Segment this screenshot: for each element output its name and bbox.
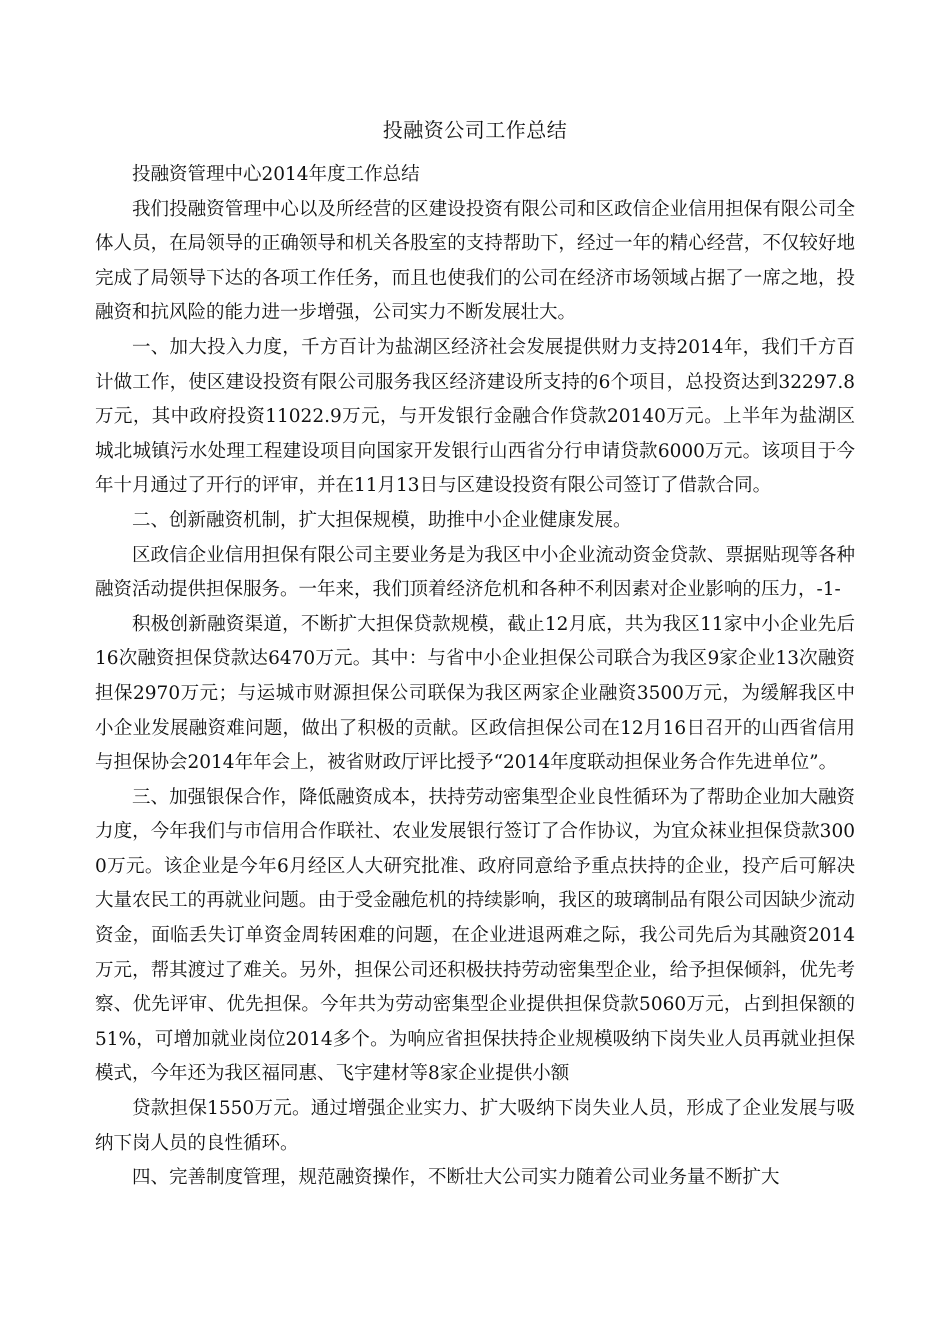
paragraph-section-3: 三、加强银保合作，降低融资成本，扶持劳动密集型企业良性循环为了帮助企业加大融资力度，今年我们与市信用合作联社、农业发展银行签订了合作协议，为宜众袜业担保贷款3000万元。该企业是今年6月经区人大研究批准、政府同意给予重点扶持的企业，投产后可解决大量农民工的再就业问题。由于受金融危机的持续影响，我区的玻璃制品有限公司因缺少流动资金，面临丢失订单资金周转困难的问题，在企业进退两难之际，我公司先后为其融资2014万元，帮其渡过了难关。另外，担保公司还积极扶持劳动密集型企业，给予担保倾斜，优先考察、优先评审、优先担保。今年共为劳动密集型企业提供担保贷款5060万元，占到担保额的51%，可增加就业岗位2014多个。为响应省担保扶持企业规模吸纳下岗失业人员再就业担保模式，今年还为我区福同惠、飞宇建材等8家企业提供小额 (95, 786, 855, 1085)
paragraph-section-4: 四、完善制度管理，规范融资操作，不断壮大公司实力随着公司业务量不断扩大 (132, 1167, 780, 1189)
paragraph-intro: 我们投融资管理中心以及所经营的区建设投资有限公司和区政信企业信用担保有限公司全体人员，在局领导的正确领导和机关各股室的支持帮助下，经过一年的精心经营，不仅较好地完成了局领导下达的各项工作任务，而且也使我们的公司在经济市场领域占据了一席之地，投融资和抗风险的能力进一步增强，公司实力不断发展壮大。 (95, 198, 855, 324)
document-title: 投融资公司工作总结 (382, 118, 568, 142)
paragraph-section-1: 一、加大投入力度，千方百计为盐湖区经济社会发展提供财力支持2014年，我们千方百计做工作，使区建设投资有限公司服务我区经济建设所支持的6个项目，总投资达到32297.8万元，其中政府投资11022.9万元，与开发银行金融合作贷款20140万元。上半年为盐湖区城北城镇污水处理工程建设项目向国家开发银行山西省分行申请贷款6000万元。该项目于今年十月通过了开行的评审，并在11月13日与区建设投资有限公司签订了借款合同。 (95, 336, 855, 497)
paragraph-subtitle: 投融资管理中心2014年度工作总结 (132, 164, 420, 185)
paragraph-section-2-heading: 二、创新融资机制，扩大担保规模，助推中小企业健康发展。 (132, 509, 632, 531)
document-page (95, 110, 855, 1196)
paragraph-section-2-continued: 积极创新融资渠道，不断扩大担保贷款规模，截止12月底，共为我区11家中小企业先后16次融资担保贷款达6470万元。其中：与省中小企业担保公司联合为我区9家企业13次融资担保2970万元；与运城市财源担保公司联保为我区两家企业融资3500万元，为缓解我区中小企业发展融资难问题，做出了积极的贡献。区政信担保公司在12月16日召开的山西省信用与担保协会2014年年会上，被省财政厅评比授予“2014年度联动担保业务合作先进单位”。 (95, 613, 855, 774)
paragraph-section-2-body: 区政信企业信用担保有限公司主要业务是为我区中小企业流动资金贷款、票据贴现等各种融资活动提供担保服务。一年来，我们顶着经济危机和各种不利因素对企业影响的压力，-1- (95, 544, 855, 601)
paragraph-section-3-continued: 贷款担保1550万元。通过增强企业实力、扩大吸纳下岗失业人员，形成了企业发展与吸纳下岗人员的良性循环。 (95, 1098, 855, 1154)
